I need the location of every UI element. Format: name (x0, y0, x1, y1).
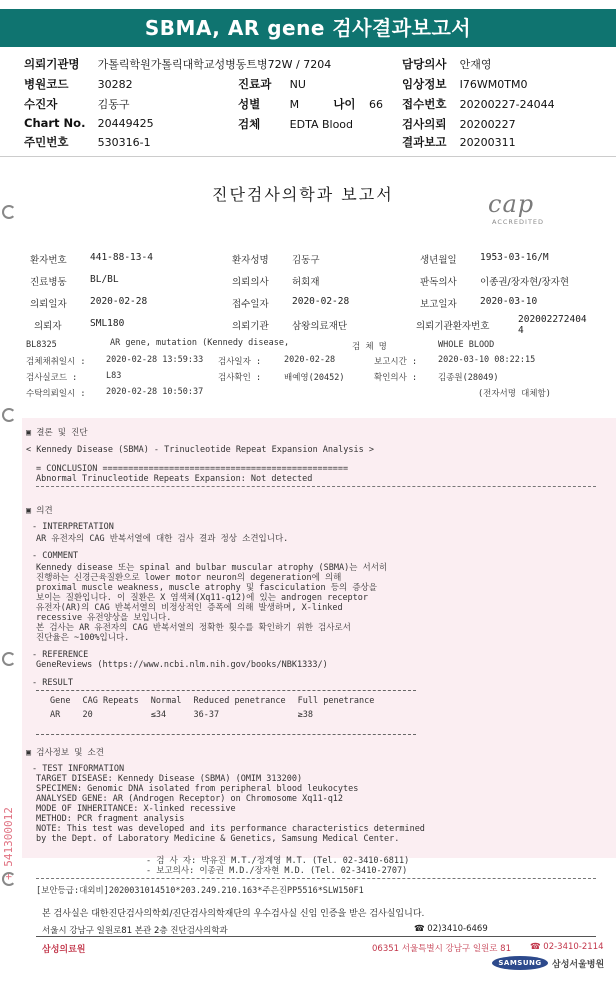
result-table-top-rule (36, 690, 416, 691)
lab-address: 서울시 강남구 일원로81 본관 2층 진단검사의학과 (42, 926, 228, 936)
samsung-logo (492, 956, 548, 970)
req-doctor-value: 허회재 (292, 277, 320, 288)
report-date-value: 2020-03-10 (480, 296, 538, 307)
report-time-value: 2020-03-10 08:22:15 (438, 355, 536, 365)
specimen-name-value: WHOLE BLOOD (438, 340, 495, 350)
result-cell: 20 (82, 710, 93, 720)
hospital-code-label: 병원코드 (24, 77, 69, 91)
chart-label: Chart No. (24, 116, 86, 130)
conclusion-divider (36, 486, 596, 487)
resident-row (24, 134, 151, 150)
ward-value: BL/BL (90, 274, 119, 285)
hospital-name: 삼성서울병원 (552, 960, 605, 970)
receipt-row (402, 96, 555, 112)
body-end-divider (36, 878, 596, 879)
confirm-doctor-value: 김종원(28049) (438, 373, 499, 383)
request-label: 검사의뢰 (402, 117, 447, 131)
reading-label: 판독의사 (420, 277, 457, 288)
cap-accredited-logo (488, 190, 578, 234)
receive-value: 2020-02-28 10:50:37 (106, 387, 204, 397)
punch-hole (2, 205, 16, 219)
bl-code: BL8325 (26, 340, 57, 350)
room-code-value: L83 (106, 371, 122, 381)
test-info-line: NOTE: This test was developed and its performance characteristics determined (36, 824, 425, 834)
patient-name-value: 김동구 (292, 255, 320, 266)
result-col-reduced: Reduced penetrance (193, 696, 286, 706)
hospital-code-value: 30282 (97, 78, 133, 91)
comment-line: 보이는 질환입니다. 이 질환은 X 염색체(Xq11-q12)에 있는 androgen receptor (36, 593, 369, 603)
section-test-info-title: ▣ 검사정보 및 소견 (26, 748, 104, 758)
security-line: [보안등급:대외비]2020031014510*203.249.210.163*주은진PP5516*SLW150F1 (36, 886, 364, 896)
medical-center-logo-left: 삼성의료원 (42, 945, 86, 955)
resident-value: 530316-1 (97, 136, 151, 149)
patient-row (24, 96, 130, 112)
confirm-label: 검사확인 : (218, 373, 262, 383)
result-report-row (402, 134, 516, 150)
cap-accredited-text: ACCREDITED (492, 218, 545, 226)
sex-value: M (289, 98, 300, 111)
confirm-doctor-label: 확인의사 : (374, 373, 418, 383)
lab-phone: ☎ 02)3410-6469 (414, 924, 488, 934)
result-table-bottom-rule (36, 734, 416, 735)
tester-line: - 검 사 자: 박유진 M.T./정계영 M.T. (Tel. 02-3410-6811) (146, 856, 410, 866)
req-inst-no-value: 202002272404 (518, 314, 587, 325)
doctor-label: 담당의사 (402, 57, 447, 71)
receive-label: 수탁의뢰일시 : (26, 389, 86, 399)
dept-row (238, 76, 306, 92)
resident-label: 주민번호 (24, 135, 69, 149)
institution-row (24, 56, 331, 72)
institution-label: 의뢰기관명 (24, 57, 80, 71)
ward-label: 진료병동 (30, 277, 67, 288)
collect-value: 2020-02-28 13:59:33 (106, 355, 204, 365)
result-col-gene: Gene (50, 696, 71, 706)
header-divider (0, 156, 616, 157)
result-report-value: 20200311 (459, 136, 516, 149)
scanned-report (22, 168, 616, 968)
test-info-line: MODE OF INHERITANCE: X-linked recessive (36, 804, 236, 814)
receipt-label: 접수번호 (402, 97, 447, 111)
reference-header: - REFERENCE (32, 650, 89, 660)
chart-row (24, 116, 154, 130)
report-time-label: 보고시간 : (374, 357, 418, 367)
test-info-line: ANALYSED GENE: AR (Androgen Receptor) on Chromosome Xq11-q12 (36, 794, 344, 804)
result-table-header-row (44, 694, 380, 708)
cap-logo-text: cap (488, 190, 535, 218)
comment-line: 진단율은 ~100%입니다. (36, 633, 130, 643)
test-info-line: METHOD: PCR fragment analysis (36, 814, 185, 824)
result-col-cag: CAG Repeats (82, 696, 139, 706)
comment-line: Kennedy disease 또는 spinal and bulbar muscular atrophy (SBMA)는 서서히 (36, 563, 388, 573)
req-inst-no-value-2: 4 (518, 325, 524, 336)
request-row (402, 116, 516, 132)
req-date-value: 2020-02-28 (90, 296, 148, 307)
sex-row (238, 96, 383, 112)
comment-line: proximal muscle weakness, muscle atrophy 및 fasciculation 등의 증상을 (36, 583, 377, 593)
test-name: AR gene, mutation (Kennedy disease, (110, 338, 290, 348)
result-report-label: 결과보고 (402, 135, 447, 149)
comment-line: 본 검사는 AR 유전자의 CAG 반복서열의 정확한 횟수를 확인하기 위한 검사로서 (36, 623, 351, 633)
test-info-line: SPECIMEN: Genomic DNA isolated from peripheral blood leukocytes (36, 784, 359, 794)
result-table (44, 694, 380, 722)
result-cell: 36-37 (193, 710, 220, 720)
collect-label: 검체채취일시 : (26, 357, 86, 367)
sex-label: 성별 (238, 97, 261, 111)
req-doctor-label: 의뢰의사 (232, 277, 269, 288)
hospital-phone: ☎ 02-3410-2114 (530, 942, 604, 952)
receipt-value: 20200227-24044 (459, 98, 555, 111)
report-title-bar: SBMA, AR gene 검사결과보고서 (0, 9, 616, 47)
result-cell: AR (50, 710, 61, 720)
reference-text: GeneReviews (https://www.ncbi.nlm.nih.gov/books/NBK1333/) (36, 660, 328, 670)
birth-label: 생년월일 (420, 255, 457, 266)
section-opinion-title: ▣ 의견 (26, 506, 53, 516)
footer-rule (36, 936, 596, 937)
dept-label: 진료과 (238, 77, 272, 91)
age-label: 나이 (333, 97, 356, 111)
punch-hole (2, 652, 16, 666)
punch-hole (2, 408, 16, 422)
conclusion-text: Abnormal Trinucleotide Repeats Expansion: Not detected (36, 474, 313, 484)
certification-text: 본 검사실은 대한진단검사의학회/진단검사의학재단의 우수검사실 신임 인증을 받은 검사실입니다. (42, 909, 425, 919)
test-info-line: by the Dept. of Laboratory Medicine & Genetics, Samsung Medical Center. (36, 834, 400, 844)
requester-value: SML180 (90, 318, 125, 329)
room-code-label: 검사실코드 : (26, 373, 78, 383)
hospital-address: 06351 서울특별시 강남구 일원로 81 (372, 944, 511, 954)
exam-date-label: 검사일자 : (218, 357, 262, 367)
test-info-line: TARGET DISEASE: Kennedy Disease (SBMA) (OMIM 313200) (36, 774, 303, 784)
esign-note: (전자서명 대체함) (478, 389, 551, 399)
comment-line: recessive 유전양상을 보입니다. (36, 613, 172, 623)
confirm-value: 배예영(20452) (284, 373, 345, 383)
req-inst-value: 삼왕의료재단 (292, 321, 348, 332)
specimen-name-label: 검 체 명 (352, 342, 387, 352)
dept-value: NU (289, 78, 306, 91)
side-serial-number: + 541300012 (2, 807, 15, 880)
comment-header: - COMMENT (32, 551, 79, 561)
kennedy-heading: < Kennedy Disease (SBMA) - Trinucleotide Repeat Expansion Analysis > (26, 445, 374, 455)
comment-line: 유전자(AR)의 CAG 반복서열의 비정상적인 증폭에 의해 발생하며, X-linked (36, 603, 343, 613)
result-table-row (44, 708, 380, 722)
requester-label: 의뢰자 (34, 321, 62, 332)
result-cell: ≤34 (150, 710, 167, 720)
comment-line: 진행하는 신경근육질환으로 lower motor neuron의 degeneration에 의해 (36, 573, 342, 583)
interpretation-text: AR 유전자의 CAG 반복서열에 대한 검사 결과 정상 소견입니다. (36, 534, 289, 544)
age-value: 66 (368, 98, 383, 111)
specimen-row (238, 116, 353, 132)
patient-label: 수진자 (24, 97, 58, 111)
clinical-value: I76WM0TM0 (459, 78, 528, 91)
reporter-line: - 보고의사: 이종권 M.D./장자현 M.D. (Tel. 02-3410-2707) (146, 866, 408, 876)
result-header: - RESULT (32, 678, 73, 688)
patient-no-label: 환자번호 (30, 255, 67, 266)
report-title: 진단검사의학과 보고서 (212, 185, 394, 204)
req-date-label: 의뢰일자 (30, 299, 67, 310)
interpretation-header: - INTERPRETATION (32, 522, 114, 532)
hospital-code-row (24, 76, 133, 92)
clinical-row (402, 76, 527, 92)
result-col-normal: Normal (150, 696, 182, 706)
patient-value: 김동구 (97, 98, 130, 111)
patient-no-value: 441-88-13-4 (90, 252, 153, 263)
patient-name-label: 환자성명 (232, 255, 269, 266)
specimen-value: EDTA Blood (289, 118, 354, 131)
result-col-full: Full penetrance (297, 696, 375, 706)
clinical-label: 임상정보 (402, 77, 447, 91)
section-conclusion-title: ▣ 결론 및 진단 (26, 428, 88, 438)
result-cell: ≥38 (297, 710, 313, 720)
specimen-label: 검체 (238, 117, 261, 131)
req-inst-no-label: 의뢰기관환자번호 (416, 321, 490, 332)
test-info-header: - TEST INFORMATION (32, 764, 125, 774)
request-value: 20200227 (459, 118, 516, 131)
birth-value: 1953-03-16/M (480, 252, 549, 263)
chart-value: 20449425 (97, 117, 154, 130)
exam-date-value: 2020-02-28 (284, 355, 336, 365)
recv-date-label: 접수일자 (232, 299, 269, 310)
conclusion-header: = CONCLUSION ================================================ (36, 464, 349, 474)
report-date-label: 보고일자 (420, 299, 457, 310)
reading-value: 이종권/장자현/장자현 (480, 277, 569, 288)
recv-date-value: 2020-02-28 (292, 296, 350, 307)
samsung-logo-text: SAMSUNG (498, 959, 542, 967)
doctor-value: 안재영 (459, 58, 492, 71)
institution-value: 가톨릭학원가톨릭대학교성병동트병72W / 7204 (97, 58, 332, 71)
req-inst-label: 의뢰기관 (232, 321, 269, 332)
doctor-row (402, 56, 492, 72)
